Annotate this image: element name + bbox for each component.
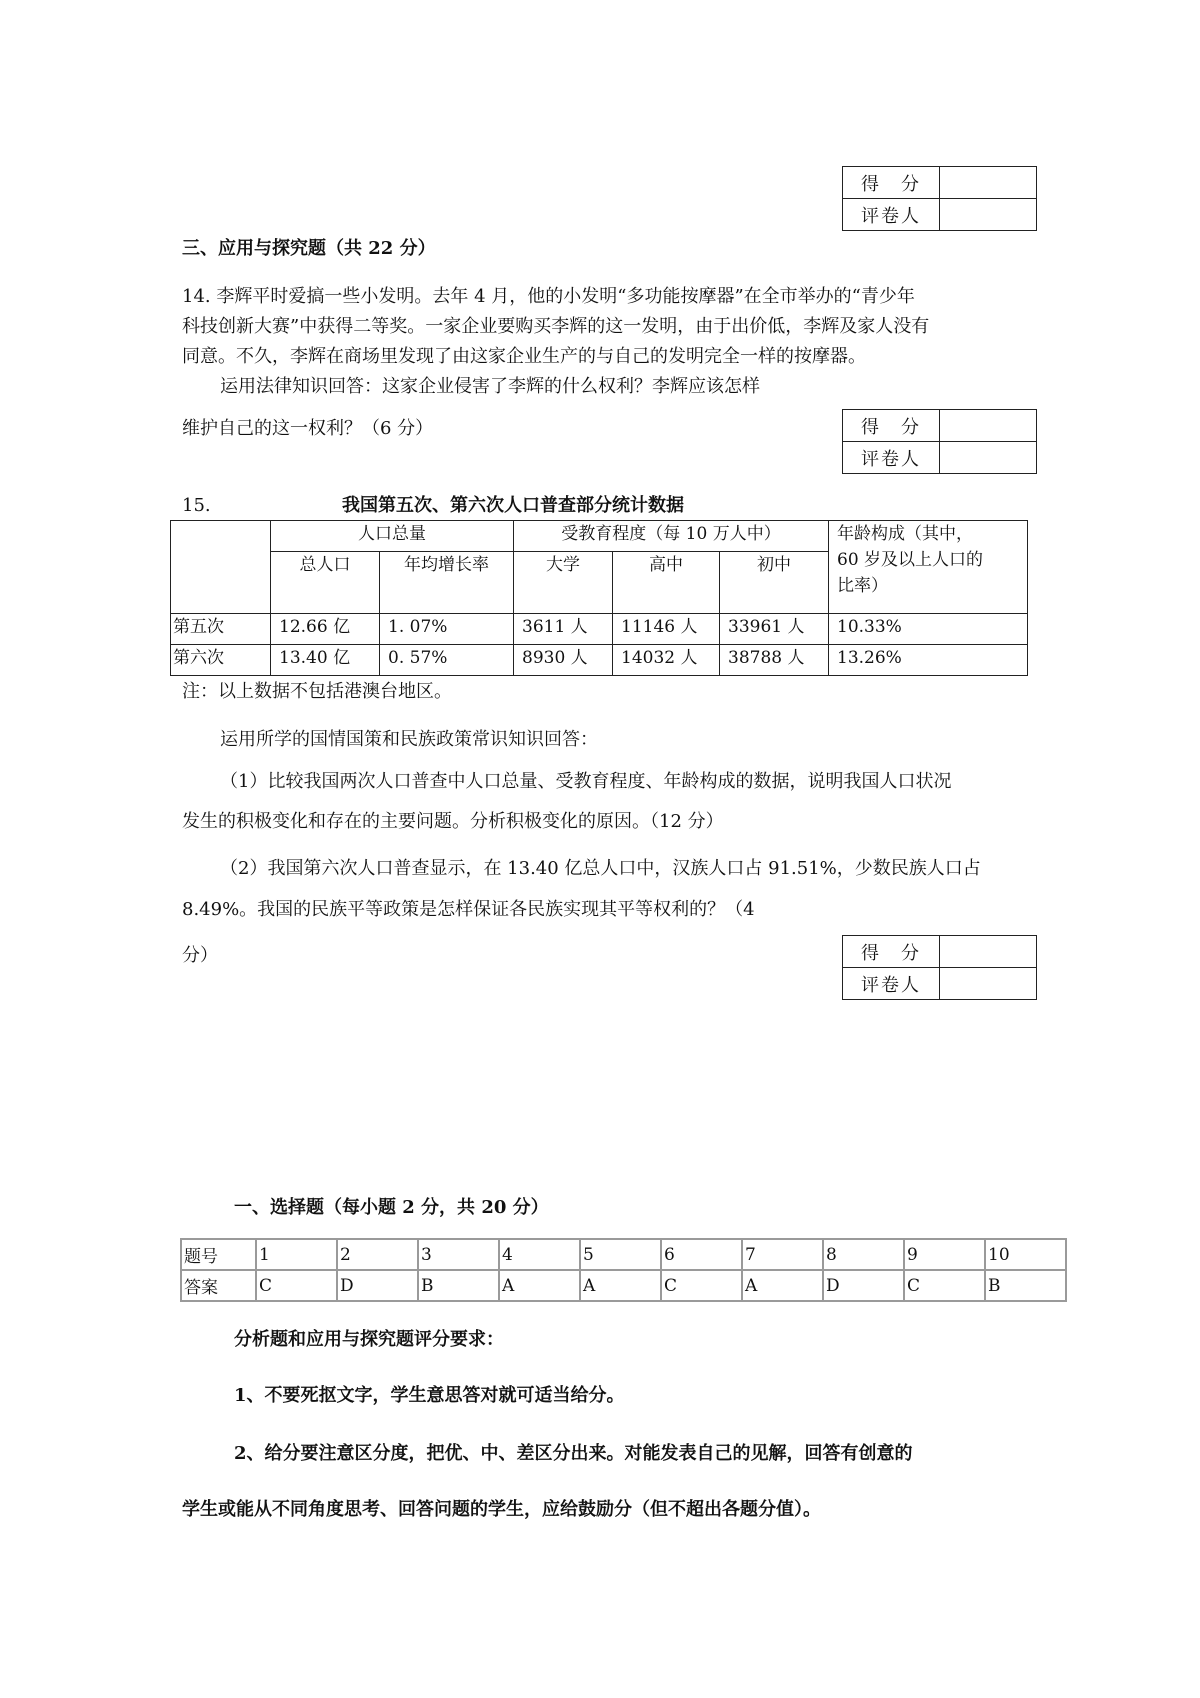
question-number: 3 (418, 1239, 499, 1270)
score-box (842, 935, 1037, 1000)
q14-line-1: 14. 李辉平时爱搞一些小发明。去年 4 月，他的小发明“多功能按摩器”在全市举办的“青少年 (182, 286, 915, 307)
q14-line-2: 科技创新大赛”中获得二等奖。一家企业要购买李辉的这一发明，由于出价低，李辉及家人没有 (182, 316, 930, 337)
grader-label: 评卷人 (843, 199, 940, 231)
question-number: 1 (256, 1239, 337, 1270)
header-university: 大学 (514, 552, 613, 614)
answers-heading: 一、选择题（每小题 2 分，共 20 分） (234, 1197, 549, 1218)
q15-part2-line-1: （2）我国第六次人口普查显示，在 13.40 亿总人口中，汉族人口占 91.51%，少数民族人口占 (220, 858, 981, 879)
score-label: 得 分 (843, 936, 940, 968)
question-number: 2 (337, 1239, 418, 1270)
row-label: 第六次 (171, 645, 271, 676)
census-table (170, 520, 1028, 676)
table-cell: 10.33% (829, 614, 1028, 645)
question-number: 6 (661, 1239, 742, 1270)
table-row (181, 1270, 1066, 1301)
answer-key: A (580, 1270, 661, 1301)
answer-key: D (823, 1270, 904, 1301)
header-total-population: 总人口 (271, 552, 380, 614)
q15-part2-line-2: 8.49%。我国的民族平等政策是怎样保证各民族实现其平等权利的？（4 (182, 899, 755, 920)
table-cell: 8930 人 (514, 645, 613, 676)
question-number: 8 (823, 1239, 904, 1270)
table-cell: 13.26% (829, 645, 1028, 676)
grading-rule-2-line-1: 2、给分要注意区分度，把优、中、差区分出来。对能发表自己的见解，回答有创意的 (234, 1443, 913, 1464)
question-number: 10 (985, 1239, 1066, 1270)
question-number-label: 题号 (181, 1239, 256, 1270)
grading-rule-1: 1、不要死抠文字，学生意思答对就可适当给分。 (234, 1385, 625, 1406)
answer-key: A (499, 1270, 580, 1301)
grader-field[interactable] (940, 968, 1037, 1000)
q15-part2-line-3: 分） (182, 945, 218, 966)
answer-key: B (985, 1270, 1066, 1301)
table-cell: 33961 人 (720, 614, 829, 645)
header-population-total: 人口总量 (271, 521, 514, 552)
q15-number: 15. (182, 495, 211, 516)
table-cell: 12.66 亿 (271, 614, 380, 645)
table-note: 注：以上数据不包括港澳台地区。 (182, 681, 452, 702)
q14-line-4: 运用法律知识回答：这家企业侵害了李辉的什么权利？李辉应该怎样 (220, 376, 760, 397)
q15-part1-line-1: （1）比较我国两次人口普查中人口总量、受教育程度、年龄构成的数据，说明我国人口状况 (220, 771, 952, 792)
header-middle-school: 初中 (720, 552, 829, 614)
header-growth-rate: 年均增长率 (380, 552, 514, 614)
grader-label: 评卷人 (843, 442, 940, 474)
table-cell: 0. 57% (380, 645, 514, 676)
corner-cell (171, 521, 271, 614)
header-high-school: 高中 (613, 552, 720, 614)
table-cell: 11146 人 (613, 614, 720, 645)
question-number: 5 (580, 1239, 661, 1270)
table-row (171, 645, 1028, 676)
table-cell: 13.40 亿 (271, 645, 380, 676)
question-number: 4 (499, 1239, 580, 1270)
answer-label: 答案 (181, 1270, 256, 1301)
grader-label: 评卷人 (843, 968, 940, 1000)
question-number: 7 (742, 1239, 823, 1270)
answer-table (180, 1238, 1067, 1302)
table-cell: 1. 07% (380, 614, 514, 645)
grader-field[interactable] (940, 199, 1037, 231)
score-box (842, 409, 1037, 474)
question-number: 9 (904, 1239, 985, 1270)
answer-key: C (661, 1270, 742, 1301)
table-cell: 3611 人 (514, 614, 613, 645)
table-cell: 14032 人 (613, 645, 720, 676)
table-row (181, 1239, 1066, 1270)
header-age-line-1: 年龄构成（其中， (837, 524, 973, 544)
score-field[interactable] (940, 936, 1037, 968)
grader-field[interactable] (940, 442, 1037, 474)
census-table-title: 我国第五次、第六次人口普查部分统计数据 (342, 495, 684, 516)
q15-instruction: 运用所学的国情国策和民族政策常识知识回答： (220, 729, 598, 750)
row-label: 第五次 (171, 614, 271, 645)
q14-line-5: 维护自己的这一权利？（6 分） (182, 418, 434, 439)
score-field[interactable] (940, 410, 1037, 442)
q15-part1-line-2: 发生的积极变化和存在的主要问题。分析积极变化的原因。（12 分） (182, 811, 724, 832)
grading-rule-2-line-2: 学生或能从不同角度思考、回答问题的学生，应给鼓励分（但不超出各题分值）。 (182, 1499, 821, 1520)
answer-key: B (418, 1270, 499, 1301)
answer-key: C (904, 1270, 985, 1301)
header-age-line-3: 比率） (837, 576, 888, 596)
score-label: 得 分 (843, 410, 940, 442)
score-field[interactable] (940, 167, 1037, 199)
q14-line-3: 同意。不久，李辉在商场里发现了由这家企业生产的与自己的发明完全一样的按摩器。 (182, 346, 866, 367)
table-row (171, 614, 1028, 645)
table-cell: 38788 人 (720, 645, 829, 676)
header-education: 受教育程度（每 10 万人中） (514, 521, 829, 552)
score-label: 得 分 (843, 167, 940, 199)
answer-key: C (256, 1270, 337, 1301)
score-box (842, 166, 1037, 231)
section-heading: 三、应用与探究题（共 22 分） (182, 238, 436, 259)
grading-title: 分析题和应用与探究题评分要求： (234, 1329, 504, 1350)
header-age (829, 521, 1028, 614)
header-age-line-2: 60 岁及以上人口的 (837, 550, 984, 570)
answer-key: D (337, 1270, 418, 1301)
answer-key: A (742, 1270, 823, 1301)
